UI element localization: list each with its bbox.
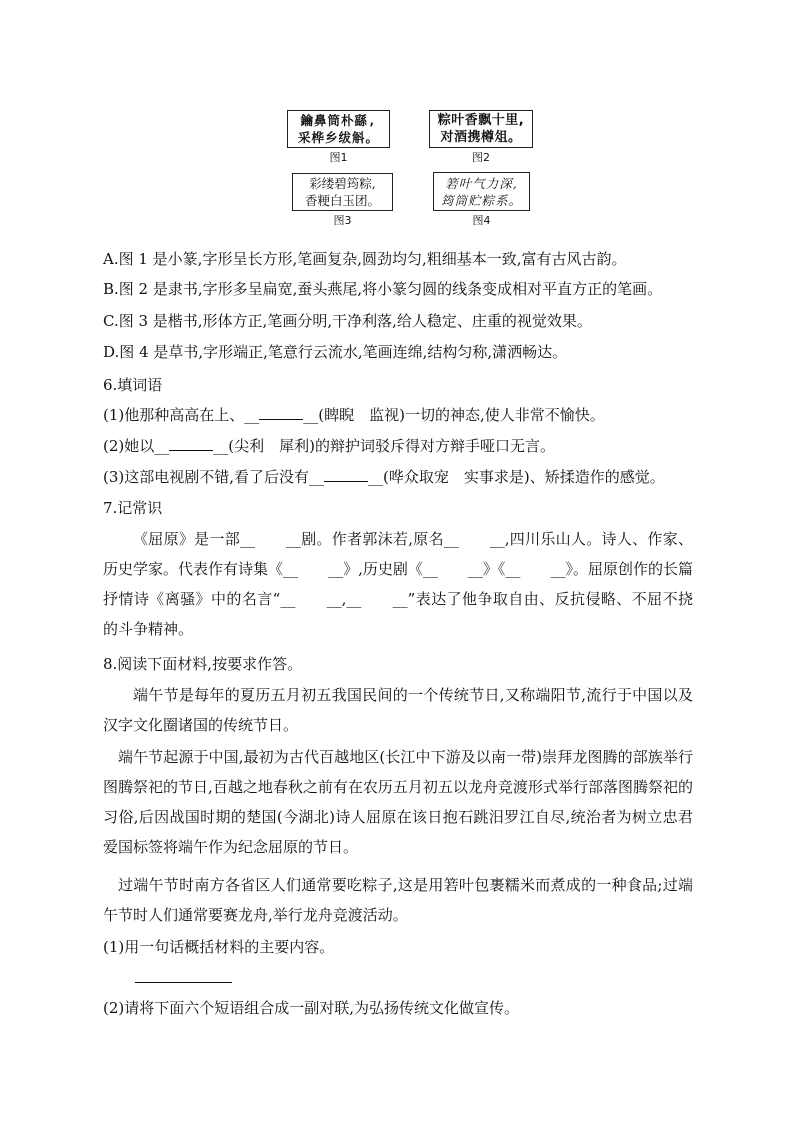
q6-item-2-before: (2)她以__: [103, 437, 170, 455]
figure-1-line-2: 采桦乡绂斛。: [297, 130, 379, 145]
figure-4-line-2: 筠筒贮粽系。: [440, 192, 522, 208]
answer-line[interactable]: [135, 982, 232, 983]
option-c: C.图 3 是楷书,形体方正,笔画分明,干净利落,给人稳定、庄重的视觉效果。: [103, 312, 592, 330]
option-a: A.图 1 是小篆,字形呈长方形,笔画复杂,圆劲均匀,粗细基本一致,富有古风古韵。: [103, 250, 627, 268]
figure-3-line-1: 彩缕碧筠粽,: [309, 176, 376, 191]
figure-4-caption: 图4: [472, 214, 491, 227]
question-8-title: 8.阅读下面材料,按要求作答。: [103, 655, 303, 673]
question-6-title: 6.填词语: [103, 376, 163, 394]
question-8-sub-1: (1)用一句话概括材料的主要内容。: [103, 938, 335, 956]
calligraphy-image-1: [287, 110, 390, 148]
option-b: B.图 2 是隶书,字形多呈扁宽,蚕头燕尾,将小篆匀圆的线条变成相对平直方正的笔画。: [103, 280, 663, 298]
q6-item-1-after: __(睥睨 监视)一切的神态,使人非常不愉快。: [303, 406, 605, 424]
q6-item-1-before: (1)他那种高高在上、__: [103, 406, 260, 424]
figure-2-line-1: 粽叶香飘十里,: [437, 113, 525, 128]
question-7-title: 7.记常识: [103, 499, 163, 517]
option-d: D.图 4 是草书,字形端正,笔意行云流水,笔画连绵,结构匀称,潇洒畅达。: [103, 343, 568, 361]
figure-4-line-1: 箬叶气力深,: [445, 175, 518, 191]
material-paragraph-3: 过端午节时南方各省区人们通常要吃粽子,这是用箬叶包裹糯米而煮成的一种食品;过端午节时人们通常要赛龙舟,举行龙舟竞渡活动。: [103, 876, 693, 924]
q6-blank-1[interactable]: [259, 405, 303, 420]
q6-blank-2[interactable]: [169, 436, 213, 451]
question-6-item-2: [103, 435, 555, 457]
figure-3: [292, 173, 393, 228]
figure-2: [429, 110, 533, 165]
calligraphy-image-4: [433, 172, 530, 211]
question-7-text: 《屈原》是一部__ __剧。作者郭沫若,原名__ __,四川乐山人。诗人、作家、历史学家。代表作有诗集《__ __》,历史剧《__ __》《__ __》。屈原创作的长篇抒情诗《离骚》中的名言“__ __,__ __”表达了他争取自由、反抗侵略、不屈不挠的斗争精神。: [103, 530, 693, 638]
figure-2-line-2: 对酒携樽俎。: [440, 130, 522, 145]
figure-1-line-1: 鑰鼻筒朴繇,: [300, 113, 377, 128]
material-paragraph-1: 端午节是每年的夏历五月初五我国民间的一个传统节日,又称端阳节,流行于中国以及汉字文化圈诸国的传统节日。: [103, 686, 693, 734]
calligraphy-image-3: [292, 173, 393, 211]
q6-item-3-after: __(哗众取宠 实事求是)、矫揉造作的感觉。: [368, 468, 665, 486]
question-6-item-3: [103, 466, 665, 488]
calligraphy-image-2: [429, 110, 533, 148]
figure-3-caption: 图3: [333, 214, 352, 227]
figure-1: [287, 110, 390, 165]
figure-3-line-2: 香粳白玉团。: [304, 193, 380, 208]
figure-4: [433, 172, 530, 228]
q6-item-2-after: __(尖利 犀利)的辩护词驳斥得对方辩手哑口无言。: [213, 437, 555, 455]
figure-1-caption: 图1: [329, 151, 348, 164]
figure-2-caption: 图2: [472, 151, 490, 164]
question-8-sub-2: (2)请将下面六个短语组合成一副对联,为弘扬传统文化做宣传。: [103, 999, 520, 1017]
q6-blank-3[interactable]: [324, 467, 368, 482]
q6-item-3-before: (3)这部电视剧不错,看了后没有__: [103, 468, 325, 486]
question-6-item-1: [103, 404, 605, 426]
material-paragraph-2: 端午节起源于中国,最初为古代百越地区(长江中下游及以南一带)崇拜龙图腾的部族举行图腾祭祀的节日,百越之地春秋之前有在农历五月初五以龙舟竞渡形式举行部落图腾祭祀的习俗,后因战国时期的楚国(今湖北)诗人屈原在该日抱石跳汨罗江自尽,统治者为树立忠君爱国标签将端午作为纪念屈原的节日。: [103, 748, 693, 856]
